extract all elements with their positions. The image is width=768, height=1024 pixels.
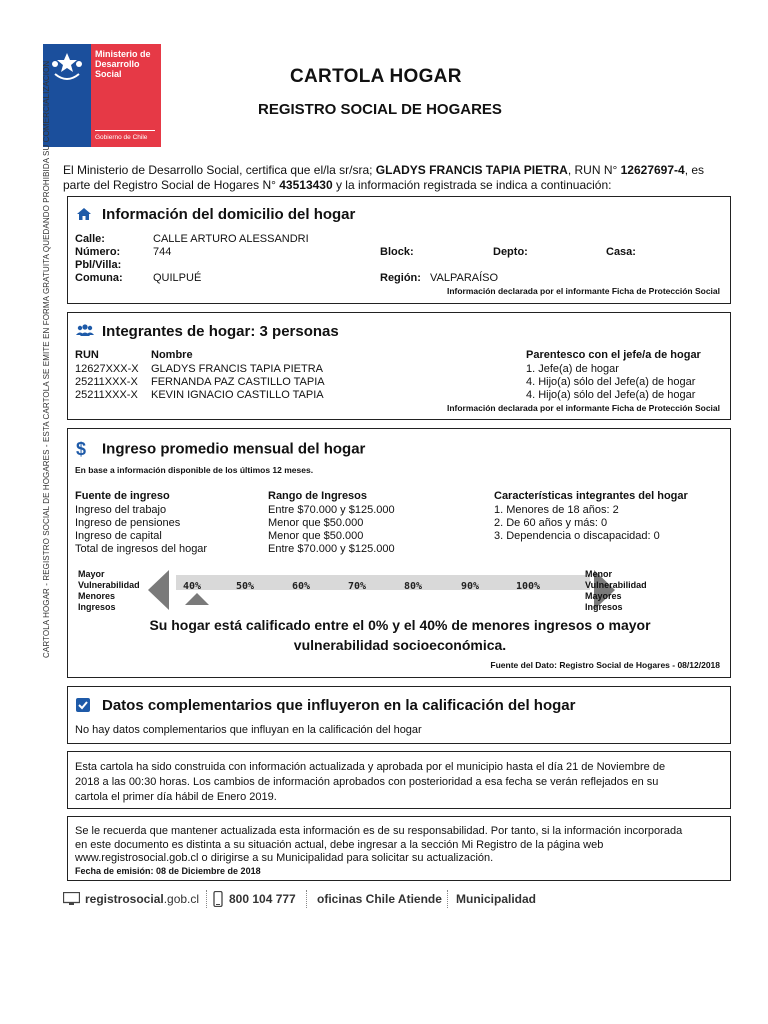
scale-left-label (78, 569, 140, 613)
scale-tick: 100% (516, 581, 541, 592)
row-run: 25211XXX-X (75, 389, 138, 401)
scale-left-line: Mayor (78, 569, 105, 579)
domicilio-title (76, 206, 355, 224)
notice-line: Esta cartola ha sido construida con información actualizada y aprobada por el municipio hasta el día 21 de Noviembre de (75, 761, 666, 773)
row-run: 25211XXX-X (75, 376, 138, 388)
ingreso-base-text: En base a información disponible de los últimos 12 meses. (75, 465, 314, 475)
numero-label: Número: (75, 246, 121, 258)
ingreso-section (67, 428, 731, 678)
dollar-icon: $ (76, 439, 87, 459)
calle-value: CALLE ARTURO ALESSANDRI (153, 233, 309, 245)
responsabilidad-notice (67, 816, 731, 881)
ingreso-title (76, 439, 365, 460)
complementarios-section (67, 686, 731, 744)
ingreso-title-text: Ingreso promedio mensual del hogar (102, 440, 366, 458)
scale-tick: 70% (348, 581, 367, 592)
selected-tick-marker-icon (185, 593, 209, 605)
certification-paragraph (63, 163, 723, 193)
cert-text-4: y la información registrada se indica a continuación: (332, 178, 612, 192)
fuente-cell: Ingreso del trabajo (75, 504, 167, 516)
rango-cell: Menor que $50.000 (268, 517, 364, 529)
domicilio-section (67, 196, 731, 304)
footer-divider (306, 890, 307, 908)
col-parentesco: Parentesco con el jefe/a de hogar (526, 349, 701, 361)
footer-website[interactable] (85, 892, 199, 906)
depto-label: Depto: (493, 246, 528, 258)
cert-registro: 43513430 (279, 178, 333, 192)
footer-divider (206, 890, 207, 908)
notice-line: en este documento es distinta a su situación actual, debe ingresar a la sección Mi Registro de la página web (75, 838, 604, 851)
rango-cell: Menor que $50.000 (268, 530, 364, 542)
integrantes-title-text: Integrantes de hogar: 3 personas (102, 323, 339, 340)
footer-divider (447, 890, 448, 908)
domicilio-title-text: Información del domicilio del hogar (102, 206, 356, 223)
cert-text-2: , RUN N° (567, 163, 621, 177)
row-parentesco: 1. Jefe(a) de hogar (526, 363, 619, 375)
scale-tick: 90% (461, 581, 480, 592)
row-parentesco: 4. Hijo(a) sólo del Jefe(a) de hogar (526, 389, 696, 401)
comuna-value: QUILPUÉ (153, 272, 202, 284)
scale-left-line: Menores (78, 591, 116, 601)
notice-line: cartola el primer día hábil de Enero 2019. (75, 791, 277, 803)
logo-divider (95, 130, 155, 131)
col-nombre: Nombre (151, 349, 193, 361)
row-nombre: FERNANDA PAZ CASTILLO TAPIA (151, 376, 325, 388)
scale-tick: 80% (404, 581, 423, 592)
calle-label: Calle: (75, 233, 105, 245)
ministry-logo (43, 44, 161, 147)
notice-line: Se le recuerda que mantener actualizada esta información es de su responsabilidad. Por tanto, si la información incorporada (75, 825, 683, 837)
cert-text-1: El Ministerio de Desarrollo Social, certifica que el/la sr/sra; (63, 163, 376, 177)
caract-cell: 1. Menores de 18 años: 2 (494, 504, 619, 516)
scale-tick: 40% (183, 581, 202, 592)
complementarios-text: No hay datos complementarios que influyan en la calificación del hogar (75, 724, 422, 736)
notice-text (75, 760, 665, 805)
website-domain: .gob.cl (163, 892, 200, 906)
monitor-icon (63, 892, 80, 906)
col-fuente: Fuente de ingreso (75, 490, 170, 502)
integrantes-note: Información declarada por el informante Ficha de Protección Social (446, 403, 720, 413)
logo-gobierno-text: Gobierno de Chile (95, 134, 148, 141)
page-title: CARTOLA HOGAR (290, 66, 462, 87)
row-parentesco: 4. Hijo(a) sólo del Jefe(a) de hogar (526, 376, 696, 388)
comuna-label: Comuna: (75, 272, 123, 284)
phone-icon (213, 891, 223, 907)
casa-label: Casa: (606, 246, 636, 258)
caract-cell: 3. Dependencia o discapacidad: 0 (494, 530, 660, 542)
result-text (68, 615, 732, 655)
chile-seal-icon (49, 50, 85, 84)
complementarios-title-text: Datos complementarios que influyeron en la calificación del hogar (102, 697, 576, 714)
block-label: Block: (380, 246, 414, 258)
region-label: Región: (380, 272, 421, 284)
result-line: Su hogar está calificado entre el 0% y el 40% de menores ingresos o mayor (149, 617, 651, 633)
notice-text (75, 825, 682, 866)
scale-left-line: Vulnerabilidad (78, 580, 140, 590)
cert-nombre: GLADYS FRANCIS TAPIA PIETRA (375, 163, 568, 177)
scale-tick: 60% (292, 581, 311, 592)
actualizacion-notice (67, 751, 731, 809)
scale-right-line: Mayores (585, 591, 622, 601)
fuente-cell: Total de ingresos del hogar (75, 543, 208, 555)
complementarios-title (76, 697, 575, 715)
scale-tick: 50% (236, 581, 255, 592)
logo-ministry-text: Ministerio de Desarrollo Social (95, 49, 151, 79)
col-run: RUN (75, 349, 99, 361)
scale-left-arrow-icon (148, 570, 170, 610)
scale-right-line: Menor (585, 569, 612, 579)
page-subtitle: REGISTRO SOCIAL DE HOGARES (258, 101, 502, 118)
rango-cell: Entre $70.000 y $125.000 (268, 543, 395, 555)
pbl-label: Pbl/Villa: (75, 259, 122, 271)
row-run: 12627XXX-X (75, 363, 139, 375)
footer-municipalidad: Municipalidad (456, 892, 537, 906)
scale-right-line: Vulnerabilidad (585, 580, 647, 590)
scale-right-line: Ingresos (585, 602, 623, 612)
cert-run: 12627697-4 (620, 163, 685, 177)
domicilio-note: Información declarada por el informante Ficha de Protección Social (446, 286, 720, 296)
footer-phone[interactable]: 800 104 777 (229, 892, 296, 906)
side-legend-text: CARTOLA HOGAR - REGISTRO SOCIAL DE HOGARES - ESTA CARTOLA SE EMITE EN FORMA GRATUITA QUEDANDO PROHIBIDA SU COMERCIALIZACION (42, 60, 51, 658)
website-bold: registrosocial (85, 892, 164, 906)
scale-left-line: Ingresos (78, 602, 116, 612)
result-line: vulnerabilidad socioeconómica. (293, 637, 507, 653)
region-value: VALPARAÍSO (430, 272, 499, 284)
checkbox-icon (76, 698, 94, 715)
fuente-cell: Ingreso de capital (75, 530, 162, 542)
integrantes-title (76, 323, 339, 340)
numero-value: 744 (153, 246, 172, 258)
caract-cell: 2. De 60 años y más: 0 (494, 517, 608, 529)
fuente-cell: Ingreso de pensiones (75, 517, 181, 529)
notice-line: 2018 a las 00:30 horas. Los cambios de información aprobados con posterioridad a esa fecha se verán reflejados en su (75, 776, 659, 788)
rango-cell: Entre $70.000 y $125.000 (268, 504, 395, 516)
home-icon (76, 207, 94, 224)
users-icon (76, 324, 94, 340)
scale-right-label (585, 569, 647, 613)
col-caracteristicas: Características integrantes del hogar (494, 490, 688, 502)
cert-text-3: , es parte del Registro Social de Hogares N° (63, 163, 705, 192)
ingreso-fuente: Fuente del Dato: Registro Social de Hogares - 08/12/2018 (490, 660, 720, 670)
notice-line: www.registrosocial.gob.cl o dirigirse a su Municipalidad para solicitar su actualización. (75, 852, 494, 864)
row-nombre: KEVIN IGNACIO CASTILLO TAPIA (151, 389, 324, 401)
fecha-emision: Fecha de emisión: 08 de Diciembre de 2018 (75, 866, 261, 876)
footer-oficinas: oficinas Chile Atiende (317, 892, 442, 906)
col-rango: Rango de Ingresos (268, 490, 368, 502)
integrantes-section (67, 312, 731, 420)
row-nombre: GLADYS FRANCIS TAPIA PIETRA (151, 363, 323, 375)
